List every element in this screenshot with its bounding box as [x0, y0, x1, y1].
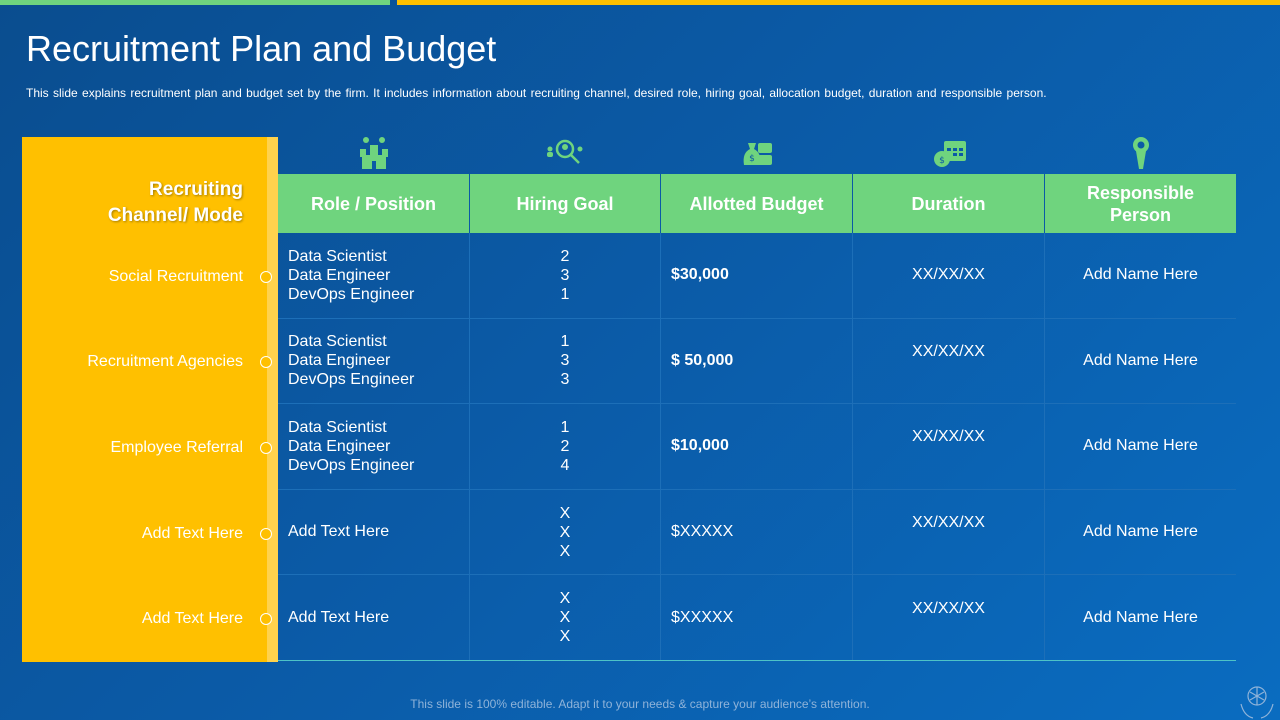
top-accent-bar-green	[0, 0, 390, 5]
duration-cell: XX/XX/XX	[853, 490, 1045, 575]
goal-cell: 1 3 3	[470, 319, 661, 404]
person-cell: Add Name Here	[1083, 266, 1198, 284]
table-row	[278, 319, 1236, 405]
person-cell: Add Name Here	[1083, 523, 1198, 541]
person-pin-icon	[1121, 135, 1161, 171]
channel-label: Recruitment Agencies	[87, 353, 243, 370]
column-header-budget: Allotted Budget	[661, 174, 853, 233]
svg-text:$: $	[749, 154, 755, 164]
channel-panel	[22, 137, 267, 662]
calendar-coin-icon	[930, 135, 970, 171]
goal-cell: 2 3 1	[470, 233, 661, 318]
role-cell: Data Scientist Data Engineer DevOps Engineer	[278, 404, 470, 489]
channel-heading: Recruiting Channel/ Mode	[107, 179, 243, 226]
column-header-duration: Duration	[853, 174, 1045, 233]
duration-cell: XX/XX/XX	[853, 404, 1045, 489]
goal-cell: 1 2 4	[470, 404, 661, 489]
table-row	[278, 233, 1236, 319]
top-accent-bar-yellow	[397, 0, 1280, 5]
money-bag-icon	[738, 135, 778, 171]
page-subtitle: This slide explains recruitment plan and budget set by the firm. It includes information about recruiting channel, desired role, hiring goal, allocation budget, duration and responsible person.	[26, 86, 1047, 100]
role-cell: Add Text Here	[278, 490, 470, 575]
timeline-dot	[260, 271, 272, 283]
role-cell: Data Scientist Data Engineer DevOps Engineer	[278, 319, 470, 404]
timeline-dot	[260, 356, 272, 368]
budget-cell: $XXXXX	[661, 575, 853, 660]
people-search-icon	[545, 135, 585, 171]
timeline-dot	[260, 442, 272, 454]
budget-cell: $30,000	[661, 233, 853, 318]
column-header-role: Role / Position	[278, 174, 470, 233]
table-body	[278, 233, 1236, 661]
column-header-goal: Hiring Goal	[470, 174, 661, 233]
goal-cell: X X X	[470, 575, 661, 660]
budget-cell: $XXXXX	[661, 490, 853, 575]
person-cell: Add Name Here	[1083, 437, 1198, 455]
person-cell: Add Name Here	[1083, 608, 1198, 626]
timeline-strip	[267, 137, 278, 662]
channel-label: Employee Referral	[110, 439, 243, 456]
brain-hands-logo-icon	[1238, 682, 1276, 720]
timeline-dot	[260, 613, 272, 625]
page-title: Recruitment Plan and Budget	[26, 28, 497, 69]
duration-cell: XX/XX/XX	[853, 319, 1045, 404]
column-header-person: Responsible Person	[1045, 174, 1236, 233]
role-cell: Data Scientist Data Engineer DevOps Engineer	[278, 233, 470, 318]
castle-icon	[354, 135, 394, 171]
channel-label: Add Text Here	[141, 525, 243, 542]
table-row	[278, 575, 1236, 661]
channel-label: Add Text Here	[141, 610, 243, 627]
person-cell: Add Name Here	[1083, 351, 1198, 369]
goal-cell: X X X	[470, 490, 661, 575]
duration-cell: XX/XX/XX	[853, 575, 1045, 660]
footer-note: This slide is 100% editable. Adapt it to your needs & capture your audience’s attention.	[410, 697, 870, 711]
channel-label: Social Recruitment	[108, 268, 243, 285]
duration-cell: XX/XX/XX	[853, 233, 1045, 318]
table-row	[278, 404, 1236, 490]
budget-cell: $ 50,000	[661, 319, 853, 404]
role-cell: Add Text Here	[278, 575, 470, 660]
timeline-dot	[260, 528, 272, 540]
svg-text:$: $	[939, 156, 945, 166]
table-header	[278, 174, 1236, 233]
table-row	[278, 490, 1236, 576]
budget-cell: $10,000	[661, 404, 853, 489]
